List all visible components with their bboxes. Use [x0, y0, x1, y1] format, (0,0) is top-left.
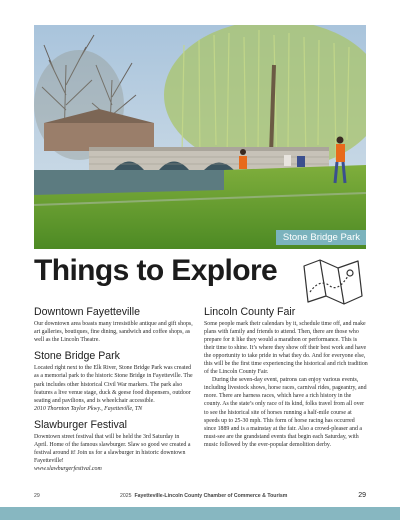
bottom-color-band	[0, 507, 400, 520]
section-heading: Downtown Fayetteville	[34, 306, 140, 318]
section-heading: Stone Bridge Park	[34, 350, 120, 363]
stone-bridge-park-photo	[34, 25, 366, 249]
photo-caption: Stone Bridge Park	[276, 230, 366, 246]
right-column	[204, 306, 368, 455]
page-number-right: 29	[358, 492, 366, 499]
section-heading: Lincoln County Fair	[204, 306, 296, 318]
section-stone-bridge-park	[34, 350, 194, 412]
section-downtown-fayetteville	[34, 306, 194, 344]
section-heading: Slawburger Festival	[34, 418, 128, 431]
section-url[interactable]: www.slawburgerfestival.com	[34, 465, 102, 472]
photo-illustration	[34, 25, 366, 249]
section-body-1: Some people mark their calendars by it, schedule time off, and make plans with family and friends to attend. Then, there are those who prepare for it like they would a marathon or performance. This is their time to shine. It’s where they show off their best work and have the opportunity to take pride in what they do. And for everyone else, this will be the first time experiencing the historical and rich tradition of the Lincoln County Fair.	[204, 321, 368, 376]
map-icon	[298, 256, 368, 308]
section-body: Located right next to the Elk River, Stone Bridge Park was created as a memorial park to the historic Stone Bridge in Fayetteville. The park includes other historical Civil War markers. The park also features a live venue stage, duck & geese food dispensers, outdoor seating and pavilions, and is wheelchair accessible.	[34, 365, 193, 404]
section-body-2: During the seven-day event, patrons can enjoy various events, including livestock shows, horse races, carnival rides, pageantry, and more. There are harness races, which have a rich history in the county. As the state’s only race of its kind, folks travel from all over to see the historical site of horses running a half-mile course at speeds up to 25-30 mph. This form of horse racing has occurred since 1889 and is a mainstay at the fair. Also a crowd-pleaser and a must-see are the grandstand events that begin each Saturday, with music followed by the ever-popular demolition derby.	[204, 377, 367, 448]
footer-credit	[120, 493, 287, 499]
section-slawburger-festival	[34, 419, 194, 473]
left-column	[34, 306, 194, 479]
footer-publisher: Fayetteville-Lincoln County Chamber of Commerce & Tourism	[134, 493, 288, 499]
section-body: Downtown street festival that will be held the 3rd Saturday in April. Home of the famous slawburger. Slaw so good we created a festival around it! Join us for a slawburger in historic downtown Fayetteville!	[34, 433, 191, 464]
page-number-left: 29	[34, 493, 40, 499]
section-lincoln-county-fair	[204, 306, 368, 449]
section-body: Our downtown area boasts many irresistible antique and gift shops, art galleries, boutiques, fine dining, sandwich and coffee shops, as well as the Lincoln Theatre.	[34, 321, 193, 344]
page-title: Things to Explore	[34, 254, 278, 287]
footer-year: 2025	[120, 493, 132, 499]
section-address: 2010 Thornton Taylor Pkwy., Fayetteville, TN	[34, 405, 143, 412]
